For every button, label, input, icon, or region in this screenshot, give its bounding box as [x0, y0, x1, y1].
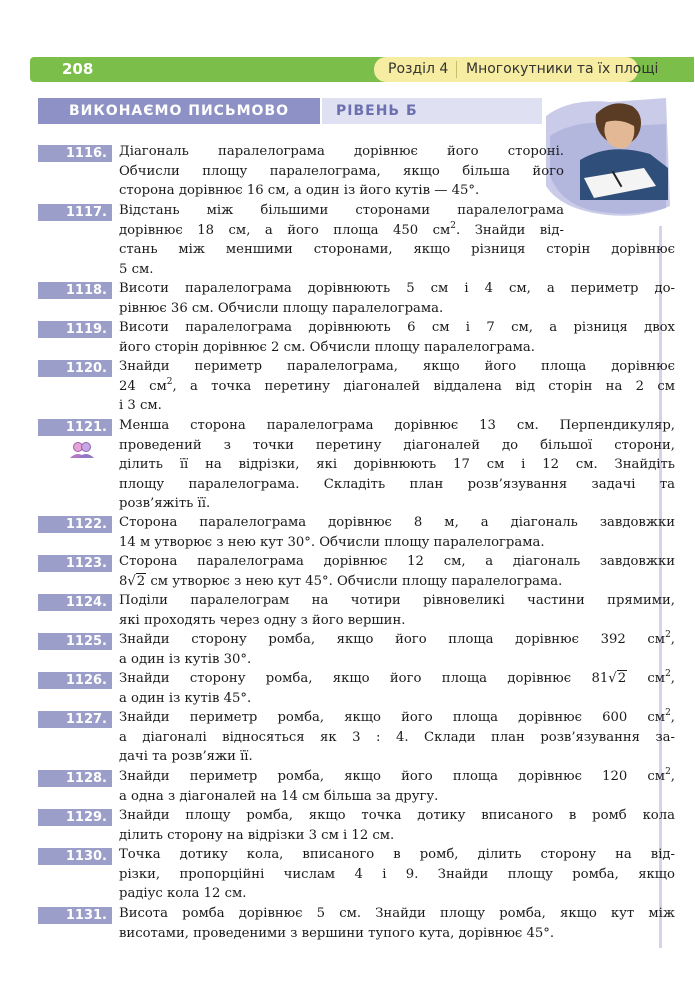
- sqrt-symbol: √2: [127, 573, 146, 589]
- exercise-text-line: які проходять через одну з його вершин.: [119, 612, 406, 628]
- exercise-text-line: Менша сторона паралелограма дорівнює 13 см. Перпендикуляр,: [119, 418, 675, 433]
- exercise-text-line: Точка дотику кола, вписаного в ромб, ділить сторону на від-: [119, 847, 675, 862]
- exercise-text-line: дорівнює 18 см, а його площа 450 $см^2$. Знайди від-: [119, 220, 564, 238]
- exercise-number: 1131.: [38, 907, 112, 924]
- chapter-divider: [456, 61, 457, 78]
- exercise-text-line: сторона дорівнює 16 см, а один із його кутів — 45°.: [119, 183, 480, 199]
- exercise-text-line: Обчисли площу паралелограма, якщо більша його: [119, 163, 564, 179]
- exercise-number: 1129.: [38, 809, 112, 826]
- exercise-text-line: Знайди сторону ромба, якщо його площа дорівнює 81√2 $см^2$,: [119, 669, 675, 686]
- exercise-text-line: а діагоналі відносяться як 3 : 4. Склади план розв’язування за-: [119, 729, 675, 745]
- exercise-text-line: а одна з діагоналей на 14 см більша за другу.: [119, 788, 439, 804]
- exercise-text-line: висотами, проведеними з вершини тупого кута, дорівнює 45°.: [119, 925, 555, 941]
- exercise-number: 1130.: [38, 848, 112, 865]
- sqrt-symbol: √2: [608, 671, 627, 686]
- exercise-text-line: площу паралелограма. Складіть план розв’язування задачі та: [119, 476, 675, 492]
- exercise-text-line: ділить її на відрізки, які дорівнюють 17 см і 12 см. Знайдіть: [119, 457, 675, 473]
- exercise-number: 1122.: [38, 516, 112, 533]
- exercise-text-line: Знайди периметр паралелограма, якщо його площа дорівнює: [119, 359, 675, 374]
- superscript: 2: [166, 376, 173, 387]
- exercise-text-line: стань між меншими сторонами, якщо різниця сторін дорівнює: [119, 242, 675, 258]
- exercise-text-line: Знайди периметр ромба, якщо його площа дорівнює 120 $см^2$,: [119, 767, 675, 784]
- exercise-number: 1128.: [38, 770, 112, 787]
- exercise-text-line: Сторона паралелограма дорівнює 12 см, а діагональ завдовжки: [119, 554, 675, 569]
- exercise-text-line: а один із кутів 45°.: [119, 690, 252, 706]
- exercise-number: 1121.: [38, 419, 112, 436]
- exercise-text-line: 24 $см^2$, а точка перетину діагоналей віддалена від сторін на 2 см: [119, 376, 675, 394]
- page-number: 208: [62, 60, 94, 78]
- exercise-text-line: його сторін дорівнює 2 см. Обчисли площу паралелограма.: [119, 339, 535, 355]
- exercise-number: 1125.: [38, 633, 112, 650]
- exercise-text-line: Діагональ паралелограма дорівнює його стороні.: [119, 144, 564, 159]
- exercise-number: 1117.: [38, 204, 112, 221]
- section-banner: ВИКОНАЄМО ПИСЬМОВО: [38, 98, 320, 124]
- exercise-text-line: Висота ромба дорівнює 5 см. Знайди площу ромба, якщо кут між: [119, 906, 675, 921]
- exercise-number: 1124.: [38, 594, 112, 611]
- exercise-text-line: Відстань між більшими сторонами паралелограма: [119, 203, 564, 218]
- exercise-number: 1118.: [38, 282, 112, 299]
- exercise-number: 1120.: [38, 360, 112, 377]
- exercise-text-line: а один із кутів 30°.: [119, 651, 252, 667]
- superscript: 2: [450, 220, 457, 231]
- exercise-text-line: 8√2 см утворює з нею кут 45°. Обчисли площу паралелограма.: [119, 573, 563, 589]
- chapter-label: [374, 57, 659, 82]
- exercise-text-line: 5 см.: [119, 261, 154, 277]
- exercise-text-line: 14 м утворює з нею кут 30°. Обчисли площу паралелограма.: [119, 534, 545, 550]
- chapter-number: Розділ 4: [388, 61, 449, 77]
- exercise-text-line: розв’яжіть її.: [119, 496, 211, 512]
- exercise-number: 1116.: [38, 145, 112, 162]
- exercise-number: 1126.: [38, 672, 112, 689]
- exercise-number: 1119.: [38, 321, 112, 338]
- superscript: 2: [665, 669, 671, 679]
- exercise-text-line: рівнює 36 см. Обчисли площу паралелограма.: [119, 300, 444, 316]
- exercise-text-line: різки, пропорційні числам 4 і 9. Знайди площу ромба, якщо: [119, 866, 675, 882]
- exercise-text-line: ділить сторону на відрізки 3 см і 12 см.: [119, 827, 395, 843]
- exercise-text-line: Знайди площу ромба, якщо точка дотику вписаного в ромб кола: [119, 808, 675, 823]
- exercise-text-line: і 3 см.: [119, 398, 162, 414]
- group-work-icon: [69, 441, 95, 459]
- level-banner: РІВЕНЬ Б: [322, 98, 542, 124]
- exercise-text-line: Сторона паралелограма дорівнює 8 м, а діагональ завдовжки: [119, 515, 675, 530]
- exercise-number: 1123.: [38, 555, 112, 572]
- exercise-text-line: Знайди сторону ромба, якщо його площа дорівнює 392 $см^2$,: [119, 630, 675, 647]
- exercise-text-line: Поділи паралелограм на чотири рівновеликі частини прямими,: [119, 593, 675, 608]
- exercise-number: 1127.: [38, 711, 112, 728]
- exercise-text-line: проведений з точки перетину діагоналей до більшої сторони,: [119, 437, 675, 453]
- exercise-text-line: Висоти паралелограма дорівнюють 5 см і 4 см, а периметр до-: [119, 281, 675, 296]
- superscript: 2: [665, 630, 671, 640]
- exercise-text-line: дачі та розв’яжи її.: [119, 749, 253, 765]
- chapter-title: Многокутники та їх площі: [466, 61, 659, 77]
- exercise-text-line: Висоти паралелограма дорівнюють 6 см і 7 см, а різниця двох: [119, 320, 675, 335]
- superscript: 2: [665, 708, 671, 718]
- exercise-text-line: радіус кола 12 см.: [119, 886, 247, 902]
- superscript: 2: [665, 767, 671, 777]
- exercise-text-line: Знайди периметр ромба, якщо його площа дорівнює 600 $см^2$,: [119, 708, 675, 725]
